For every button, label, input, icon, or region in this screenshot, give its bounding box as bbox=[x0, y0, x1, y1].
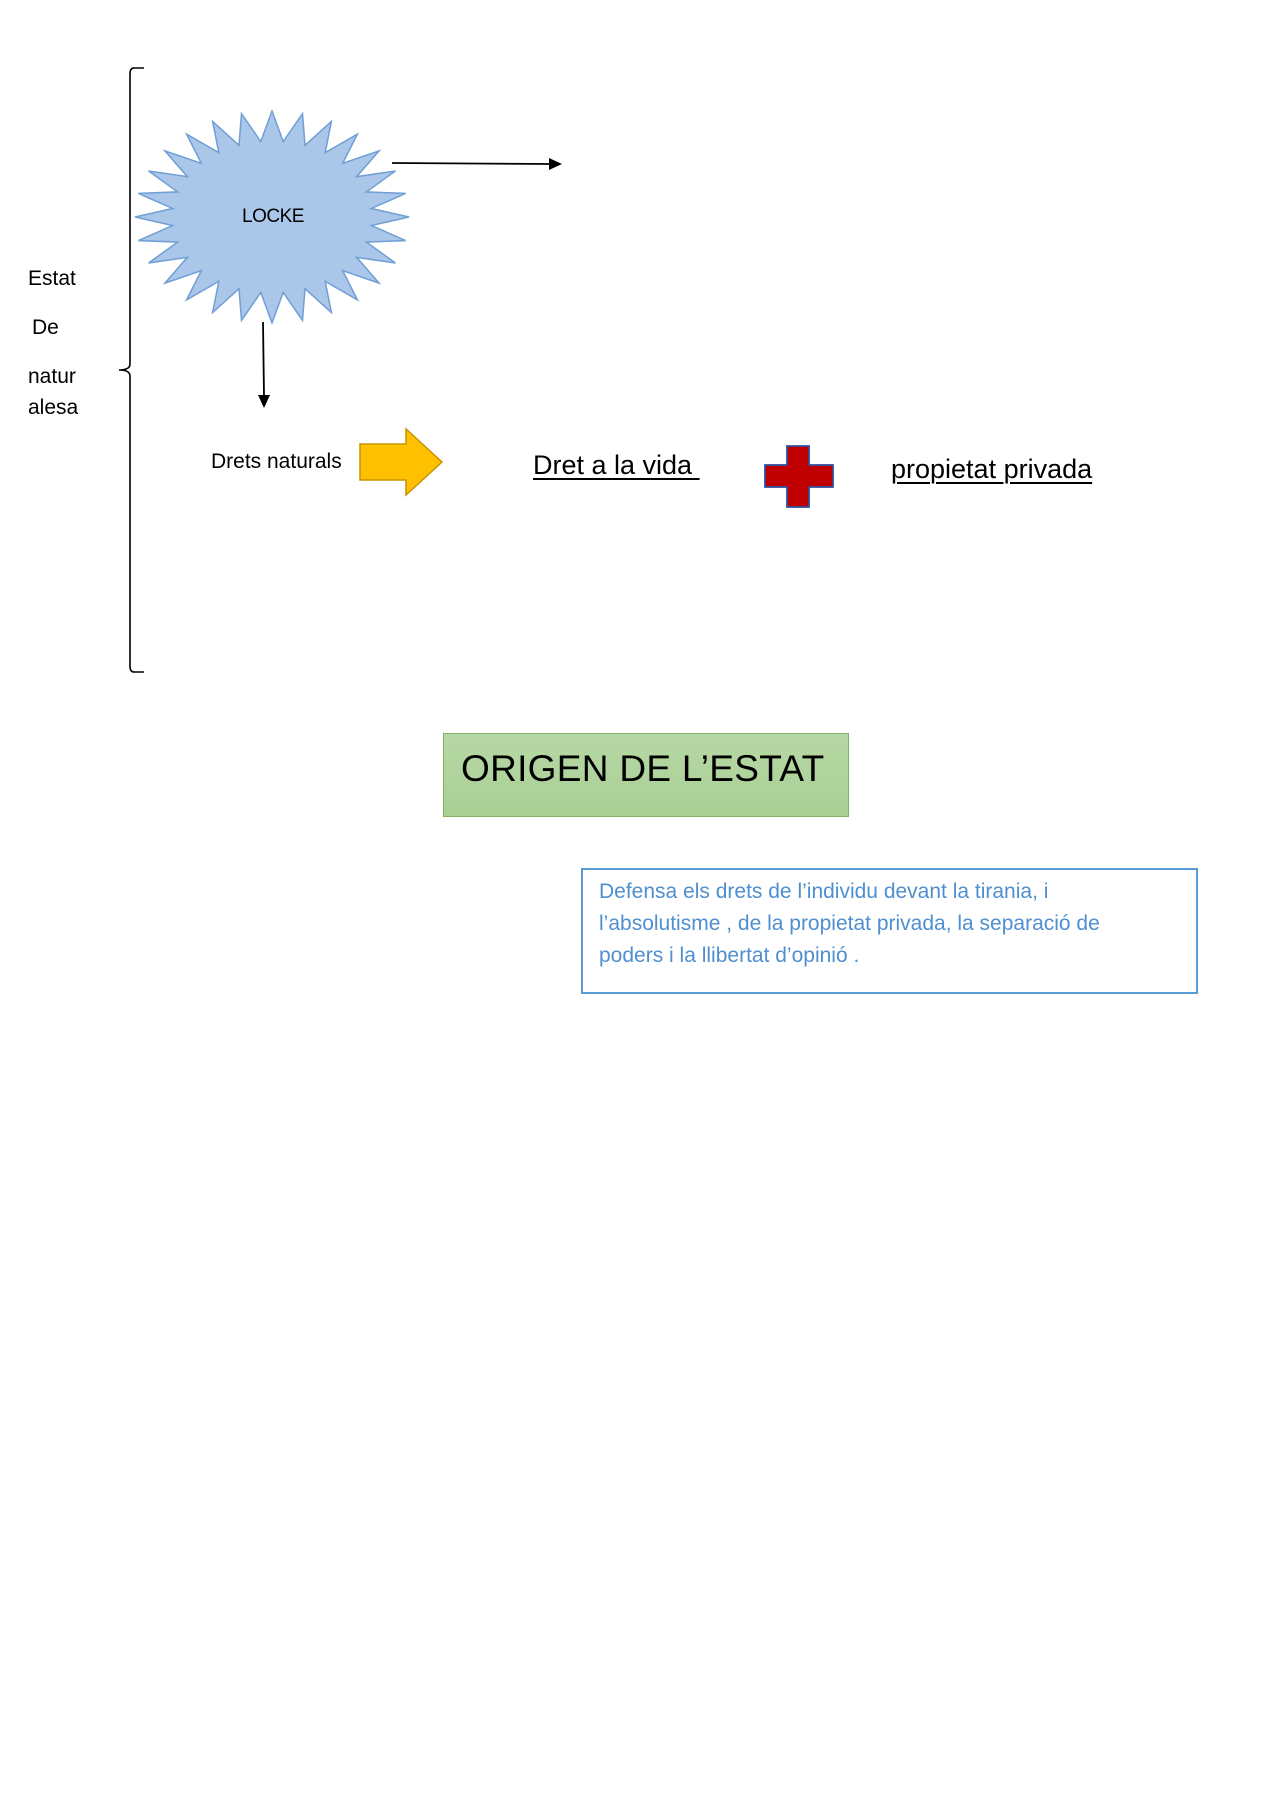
side-label-line-2: De bbox=[32, 316, 59, 339]
right-to-life-text: Dret a la vida bbox=[533, 450, 700, 480]
natural-rights-label: Drets naturals bbox=[211, 450, 342, 473]
right-block-arrow-icon bbox=[359, 428, 445, 498]
description-note-box bbox=[581, 868, 1198, 994]
origin-of-state-box bbox=[443, 733, 849, 817]
private-property-text: propietat privada bbox=[891, 454, 1093, 484]
connector-arrow-right bbox=[0, 0, 1280, 420]
star-label: LOCKE bbox=[242, 206, 304, 227]
side-label-line-1: Estat bbox=[28, 267, 76, 290]
description-note-text: Defensa els drets de l’individu devant la tirania, i l’absolutisme , de la propietat privada, la separació de poders i la llibertat d’opinió . bbox=[599, 880, 1100, 967]
plus-cross-icon bbox=[764, 445, 836, 509]
side-label-line-4: alesa bbox=[28, 396, 79, 419]
side-label-line-3: natur bbox=[28, 365, 76, 388]
origin-of-state-title: ORIGEN DE L’ESTAT bbox=[461, 748, 825, 789]
